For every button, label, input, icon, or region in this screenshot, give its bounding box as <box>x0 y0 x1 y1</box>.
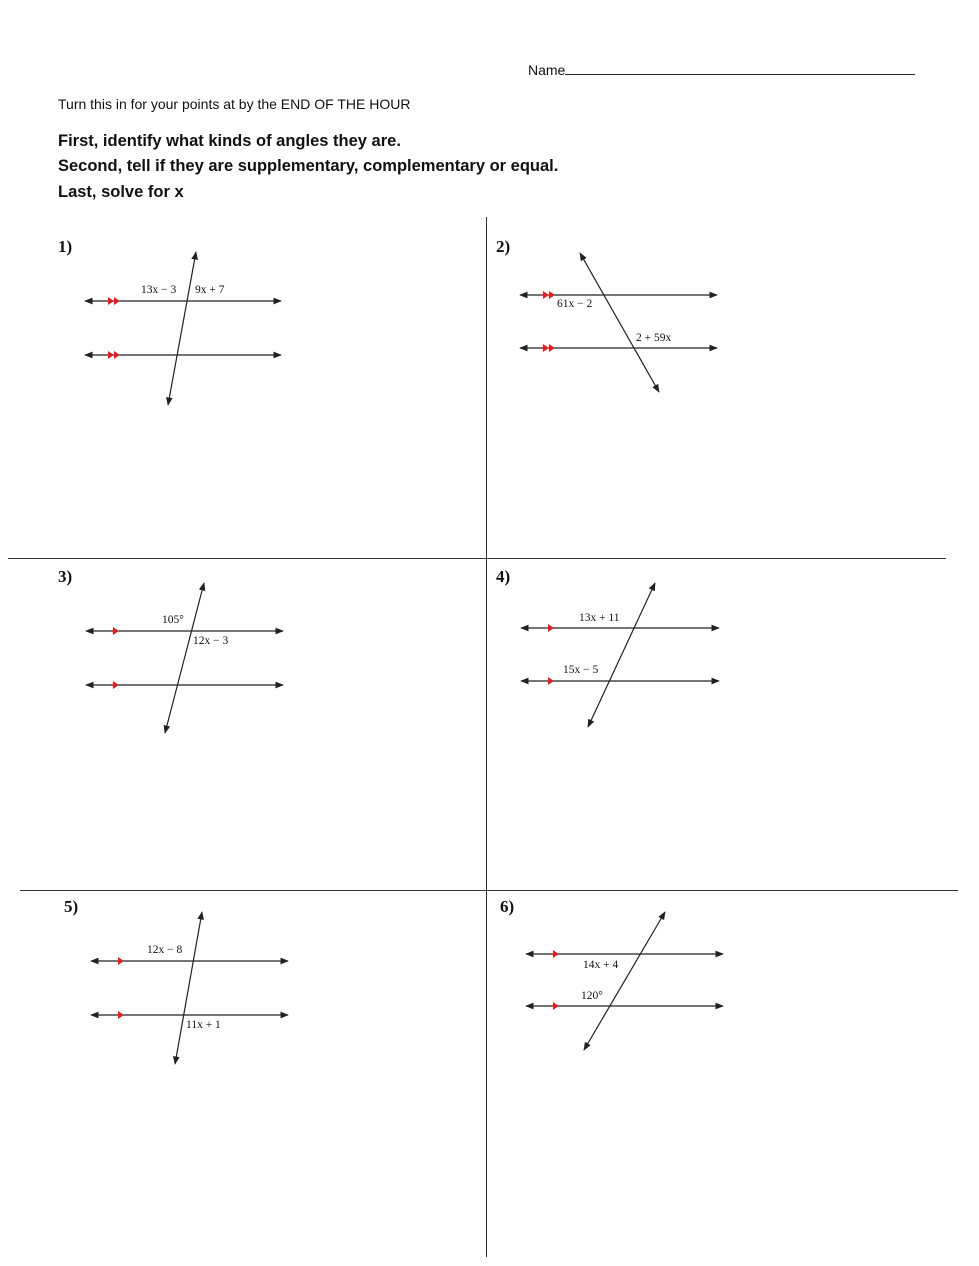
parallel-marker-icon <box>543 291 555 352</box>
parallel-marker-icon <box>548 624 554 685</box>
problem-4-number: 4) <box>496 567 511 586</box>
figure-6 <box>526 912 723 1050</box>
problem-3-number: 3) <box>58 567 73 586</box>
parallel-marker-icon <box>113 627 119 689</box>
figure-4 <box>521 583 719 727</box>
angle-label: 15x − 5 <box>563 664 599 676</box>
angle-label: 13x + 11 <box>579 612 620 624</box>
figure-3 <box>86 583 283 733</box>
angle-label: 13x − 3 <box>141 284 177 296</box>
name-label: Name <box>528 62 566 78</box>
problem-6-number: 6) <box>500 897 515 916</box>
angle-label: 105° <box>162 614 184 626</box>
angle-label: 120° <box>581 990 603 1002</box>
instruction-1: First, identify what kinds of angles they are. <box>58 132 401 150</box>
figure-1 <box>85 252 281 405</box>
problem-5-number: 5) <box>64 897 79 916</box>
angle-label: 2 + 59x <box>636 332 672 344</box>
figure-5 <box>91 912 288 1064</box>
angle-label: 12x − 3 <box>193 635 229 647</box>
problem-2-number: 2) <box>496 237 511 256</box>
angle-label: 61x − 2 <box>557 298 593 310</box>
parallel-marker-icon <box>118 957 124 1019</box>
parallel-marker-icon <box>553 950 559 1010</box>
angle-label: 14x + 4 <box>583 959 619 971</box>
turn-in-note: Turn this in for your points at by the END OF THE HOUR <box>58 96 411 112</box>
figure-2 <box>520 253 717 392</box>
parallel-marker-icon <box>108 297 120 359</box>
angle-label: 11x + 1 <box>186 1019 221 1031</box>
angle-label: 9x + 7 <box>195 284 225 296</box>
angle-label: 12x − 8 <box>147 944 183 956</box>
instruction-2: Second, tell if they are supplementary, complementary or equal. <box>58 157 559 175</box>
problem-1-number: 1) <box>58 237 73 256</box>
instruction-3: Last, solve for x <box>58 183 184 201</box>
